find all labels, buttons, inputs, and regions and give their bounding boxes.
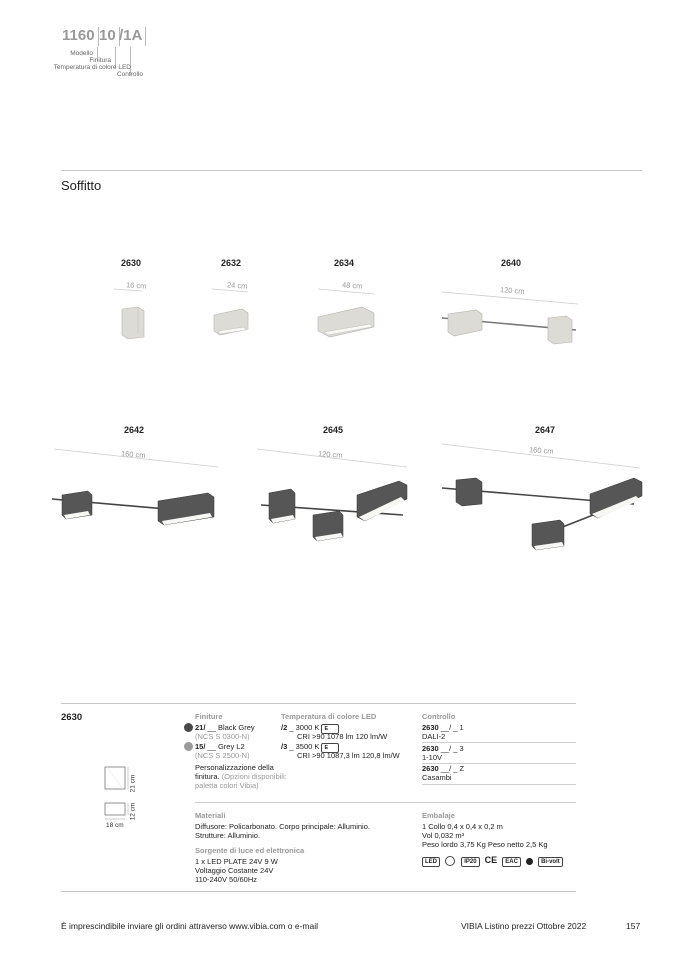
finish-ncs-21: (NCS S 0300-N) (195, 732, 250, 741)
lamp-2640-drawing (440, 290, 585, 350)
certification-icons (422, 856, 566, 867)
personalization-line3: paletta colori Vibia) (195, 781, 259, 790)
page-number: 157 (626, 921, 641, 931)
footer-catalog: VIBIA Listino prezzi Ottobre 2022 (461, 921, 587, 931)
materiali-line1: Diffusore: Policarbonato. Corpo principale: Alluminio. (195, 822, 370, 831)
swatch-grey-l2 (184, 742, 193, 751)
lamp-2630-drawing (112, 285, 152, 345)
personalization-line1: Personalizzazione della (195, 763, 274, 772)
dimension-label: 160 cm (528, 445, 554, 456)
dimension-label: 48 cm (341, 280, 363, 291)
embalaje-line3: Peso lordo 3,75 Kg Peso netto 2,5 Kg (422, 840, 548, 849)
eac-cert-icon: EAC (502, 857, 521, 867)
lamp-2632-drawing (208, 285, 258, 345)
materiali-line2: Strutture: Alluminio. (195, 831, 261, 840)
sorgente-line3: 110-240V 50/60Hz (195, 875, 257, 884)
section-title: Soffitto (61, 178, 102, 193)
sorgente-heading: Sorgente di luce ed elettronica (195, 846, 305, 855)
legend-label-controllo: Controllo (116, 71, 143, 78)
controllo-heading: Controllo (422, 712, 456, 721)
model-code: 2634 (334, 258, 355, 268)
personalization-line2: finitura. (Opzioni disponibili: (195, 772, 287, 781)
control-desc-dali: DALI-2 (422, 732, 446, 741)
dimension-label: 120 cm (499, 285, 525, 296)
code-part-control: /1A (119, 27, 146, 46)
dimension-label: 120 cm (317, 449, 343, 460)
materiali-heading: Materiali (195, 811, 226, 820)
dimension-label: 160 cm (120, 449, 146, 460)
temperatura-heading: Temperatura di colore LED (281, 712, 377, 721)
sorgente-line2: Voltaggio Costante 24V (195, 866, 274, 875)
spec-model-code: 2630 (61, 712, 83, 723)
control-desc-110v: 1-10V (422, 753, 443, 762)
dimension-label: 16 cm (125, 280, 147, 291)
temp-item-3500: /3 _ 3500 K E (281, 742, 342, 753)
led-cert-icon: LED (422, 857, 440, 867)
recycle-cert-icon (526, 858, 533, 865)
energy-label-icon: E (321, 724, 339, 734)
legend-label-temperatura: Temperatura di colore LED (53, 64, 131, 71)
temp-item-3000: /2 _ 3000 K E (281, 723, 342, 734)
ip20-cert-icon: IP20 (461, 857, 479, 867)
model-code: 2647 (535, 425, 556, 435)
finish-ncs-15: (NCS S 2500-N) (195, 751, 250, 760)
swatch-black-grey (184, 723, 193, 732)
footer-order-note: È imprescindibile inviare gli ordini attraverso www.vibia.com o e-mail (61, 921, 318, 931)
model-code: 2630 (121, 258, 142, 268)
code-part-model: 1160 (62, 27, 99, 46)
lamp-2642-drawing (52, 445, 222, 535)
energy-label-icon: E (321, 743, 339, 753)
embalaje-line1: 1 Collo 0,4 x 0,4 x 0,2 m (422, 822, 503, 831)
control-divider (422, 742, 576, 743)
model-code: 2640 (501, 258, 522, 268)
embalaje-line2: Vol 0,032 m³ (422, 831, 465, 840)
dim-height-21: 21 cm (129, 774, 137, 793)
control-item-dali: 2630 __/ _ 1 (422, 723, 464, 732)
spec-mid-rule (195, 802, 576, 803)
model-code: 2645 (323, 425, 344, 435)
spec-top-rule (61, 703, 576, 704)
section-rule (61, 170, 642, 171)
control-desc-casambi: Casambi (422, 773, 452, 782)
dim-height-12: 12 cm (129, 802, 137, 821)
spec-bottom-rule (61, 891, 576, 892)
dimension-label: 24 cm (226, 280, 248, 291)
sorgente-line1: 1 x LED PLATE 24V 9 W (195, 857, 278, 866)
ce-cert-icon: CE (484, 855, 498, 865)
finish-item-15: 15/ __ Grey L2 (195, 742, 245, 751)
bulb-cert-icon (445, 856, 455, 866)
control-divider (422, 784, 576, 785)
finish-item-21: 21/ __ Black Grey (195, 723, 255, 732)
model-code: 2632 (221, 258, 242, 268)
code-part-finish: 10 (99, 27, 120, 46)
finiture-heading: Finiture (195, 712, 223, 721)
embalaje-heading: Embalaje (422, 811, 455, 820)
temp-item-3500-detail: CRI >90 1087,3 lm 120,8 lm/W (297, 751, 400, 760)
bivolt-cert-icon: Bi-volt (538, 857, 563, 867)
model-code: 2642 (124, 425, 145, 435)
lamp-2647-drawing (440, 440, 645, 555)
control-item-casambi: 2630 __/ _ Z (422, 764, 465, 773)
temp-item-3000-detail: CRI >90 1078 lm 120 lm/W (297, 732, 388, 741)
legend-label-finitura: Finitura (89, 57, 111, 64)
lamp-2645-drawing (255, 445, 415, 545)
legend-label-modello: Modello (70, 50, 93, 57)
dim-width-18: 18 cm (106, 822, 124, 829)
control-item-110v: 2630 __/ _ 3 (422, 744, 464, 753)
lamp-2634-drawing (312, 285, 382, 345)
